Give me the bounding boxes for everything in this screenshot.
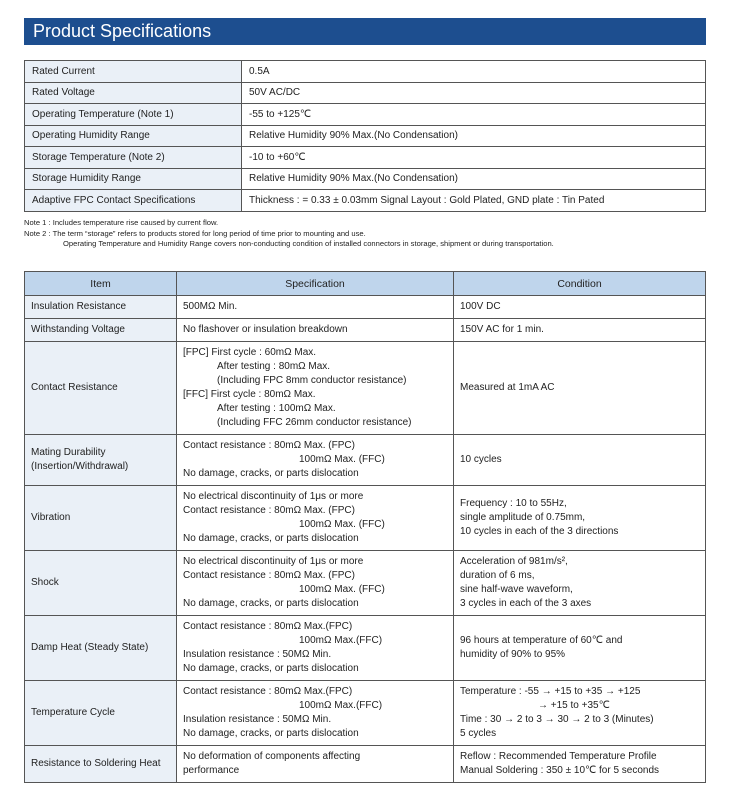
rating-value: Thickness : = 0.33 ± 0.03mm Signal Layout : Gold Plated, GND plate : Tin Pated [242,190,706,212]
test-spec-table [24,271,706,783]
condition-line: Manual Soldering : 350 ± 10℃ for 5 seconds [460,765,660,776]
item-cell: Contact Resistance [25,342,177,435]
spec-line: (Including FFC 26mm conductor resistance) [217,417,412,428]
spec-line: No damage, cracks, or parts dislocation [183,728,359,739]
table-row [25,104,706,126]
condition-line: → +15 to +35℃ [538,700,610,711]
rating-value: Relative Humidity 90% Max.(No Condensation) [242,125,706,147]
header-specification: Specification [177,272,454,296]
table-row [25,486,706,551]
condition-line: humidity of 90% to 95% [460,649,566,660]
condition-cell [454,746,706,783]
condition-line: 100V DC [460,301,501,312]
rating-value: 50V AC/DC [242,82,706,104]
condition-cell [454,681,706,746]
table-row [25,551,706,616]
rating-label: Adaptive FPC Contact Specifications [25,190,242,212]
item-cell: Withstanding Voltage [25,319,177,342]
condition-cell [454,551,706,616]
spec-line: No damage, cracks, or parts dislocation [183,663,359,674]
spec-line: No electrical discontinuity of 1μs or more [183,491,364,502]
spec-line: After testing : 100mΩ Max. [217,403,336,414]
rating-label: Operating Temperature (Note 1) [25,104,242,126]
table-row [25,435,706,486]
condition-cell [454,435,706,486]
table-header-row [25,272,706,296]
spec-line: No damage, cracks, or parts dislocation [183,533,359,544]
condition-line: Measured at 1mA AC [460,382,555,393]
spec-line: 100mΩ Max. (FFC) [299,519,385,530]
condition-line: 10 cycles in each of the 3 directions [460,526,619,537]
spec-line: No damage, cracks, or parts dislocation [183,468,359,479]
spec-line: 100mΩ Max. (FFC) [299,584,385,595]
spec-line: 100mΩ Max.(FFC) [299,700,383,711]
table-row [25,147,706,169]
condition-line: Reflow : Recommended Temperature Profile [460,751,657,762]
spec-line: No damage, cracks, or parts dislocation [183,598,359,609]
spec-cell [177,746,454,783]
item-cell: Damp Heat (Steady State) [25,616,177,681]
spec-line: performance [183,765,240,776]
condition-line: 10 cycles [460,454,502,465]
rating-value: -10 to +60℃ [242,147,706,169]
item-cell: Resistance to Soldering Heat [25,746,177,783]
rating-label: Rated Current [25,61,242,83]
spec-line: Contact resistance : 80mΩ Max.(FPC) [183,621,353,632]
condition-line: duration of 6 ms, [460,570,535,581]
spec-cell [177,296,454,319]
condition-cell [454,296,706,319]
condition-line: Frequency : 10 to 55Hz, [460,498,567,509]
table-row [25,681,706,746]
rating-label: Rated Voltage [25,82,242,104]
spec-line: (Including FPC 8mm conductor resistance) [217,375,407,386]
condition-line: Temperature : -55 → +15 to +35 → +125 [460,686,641,697]
spec-line: [FFC] First cycle : 80mΩ Max. [183,389,316,400]
spec-cell [177,616,454,681]
spec-line: 100mΩ Max. (FFC) [299,454,385,465]
page-title: Product Specifications [33,21,212,41]
rating-value: -55 to +125℃ [242,104,706,126]
condition-line: single amplitude of 0.75mm, [460,512,586,523]
spec-cell [177,551,454,616]
item-cell: Temperature Cycle [25,681,177,746]
header-condition: Condition [454,272,706,296]
item-cell: Vibration [25,486,177,551]
note-2-continued: Operating Temperature and Humidity Range covers non-conducting condition of installed connectors in storage, shipment or during transportation. [63,239,554,248]
item-cell: Insulation Resistance [25,296,177,319]
table-row [25,82,706,104]
condition-cell [454,342,706,435]
condition-cell [454,616,706,681]
spec-line: Insulation resistance : 50MΩ Min. [183,714,332,725]
ratings-table [24,60,706,212]
table-row [25,746,706,783]
rating-value: 0.5A [242,61,706,83]
table-row [25,61,706,83]
condition-line: 3 cycles in each of the 3 axes [460,598,592,609]
rating-value: Relative Humidity 90% Max.(No Condensation) [242,168,706,190]
condition-line: sine half-wave waveform, [460,584,573,595]
rating-label: Storage Humidity Range [25,168,242,190]
spec-line: [FPC] First cycle : 60mΩ Max. [183,347,317,358]
spec-cell [177,681,454,746]
header-item: Item [25,272,177,296]
table-row [25,342,706,435]
rating-label: Operating Humidity Range [25,125,242,147]
spec-line: No electrical discontinuity of 1μs or more [183,556,364,567]
spec-cell [177,319,454,342]
note-2: Note 2 : The term “storage” refers to products stored for long period of time prior to mounting and use. [24,228,366,238]
condition-line: 150V AC for 1 min. [460,324,544,335]
spec-line: Contact resistance : 80mΩ Max.(FPC) [183,686,353,697]
item-cell: Shock [25,551,177,616]
note-1: Note 1 : Includes temperature rise caused by current flow. [24,218,219,227]
item-cell: Mating Durability (Insertion/Withdrawal) [25,435,177,486]
spec-line: Insulation resistance : 50MΩ Min. [183,649,332,660]
spec-line: 500MΩ Min. [183,301,238,312]
condition-cell [454,319,706,342]
spec-line: After testing : 80mΩ Max. [217,361,331,372]
spec-line: No deformation of components affecting [183,751,361,762]
title-banner [24,18,706,45]
spec-cell [177,486,454,551]
spec-line: Contact resistance : 80mΩ Max. (FPC) [183,505,355,516]
table-row [25,168,706,190]
rating-label: Storage Temperature (Note 2) [25,147,242,169]
condition-line: 5 cycles [460,728,497,739]
condition-line: 96 hours at temperature of 60℃ and [460,635,623,646]
table-row [25,190,706,212]
spec-cell [177,342,454,435]
notes [24,218,554,250]
condition-cell [454,486,706,551]
table-row [25,125,706,147]
spec-cell [177,435,454,486]
spec-line: No flashover or insulation breakdown [183,324,348,335]
spec-line: Contact resistance : 80mΩ Max. (FPC) [183,570,355,581]
condition-line: Time : 30 → 2 to 3 → 30 → 2 to 3 (Minutes) [460,714,654,725]
spec-line: 100mΩ Max.(FFC) [299,635,383,646]
spec-line: Contact resistance : 80mΩ Max. (FPC) [183,440,355,451]
condition-line: Acceleration of 981m/s², [460,556,568,567]
table-row [25,319,706,342]
table-row [25,616,706,681]
table-row [25,296,706,319]
